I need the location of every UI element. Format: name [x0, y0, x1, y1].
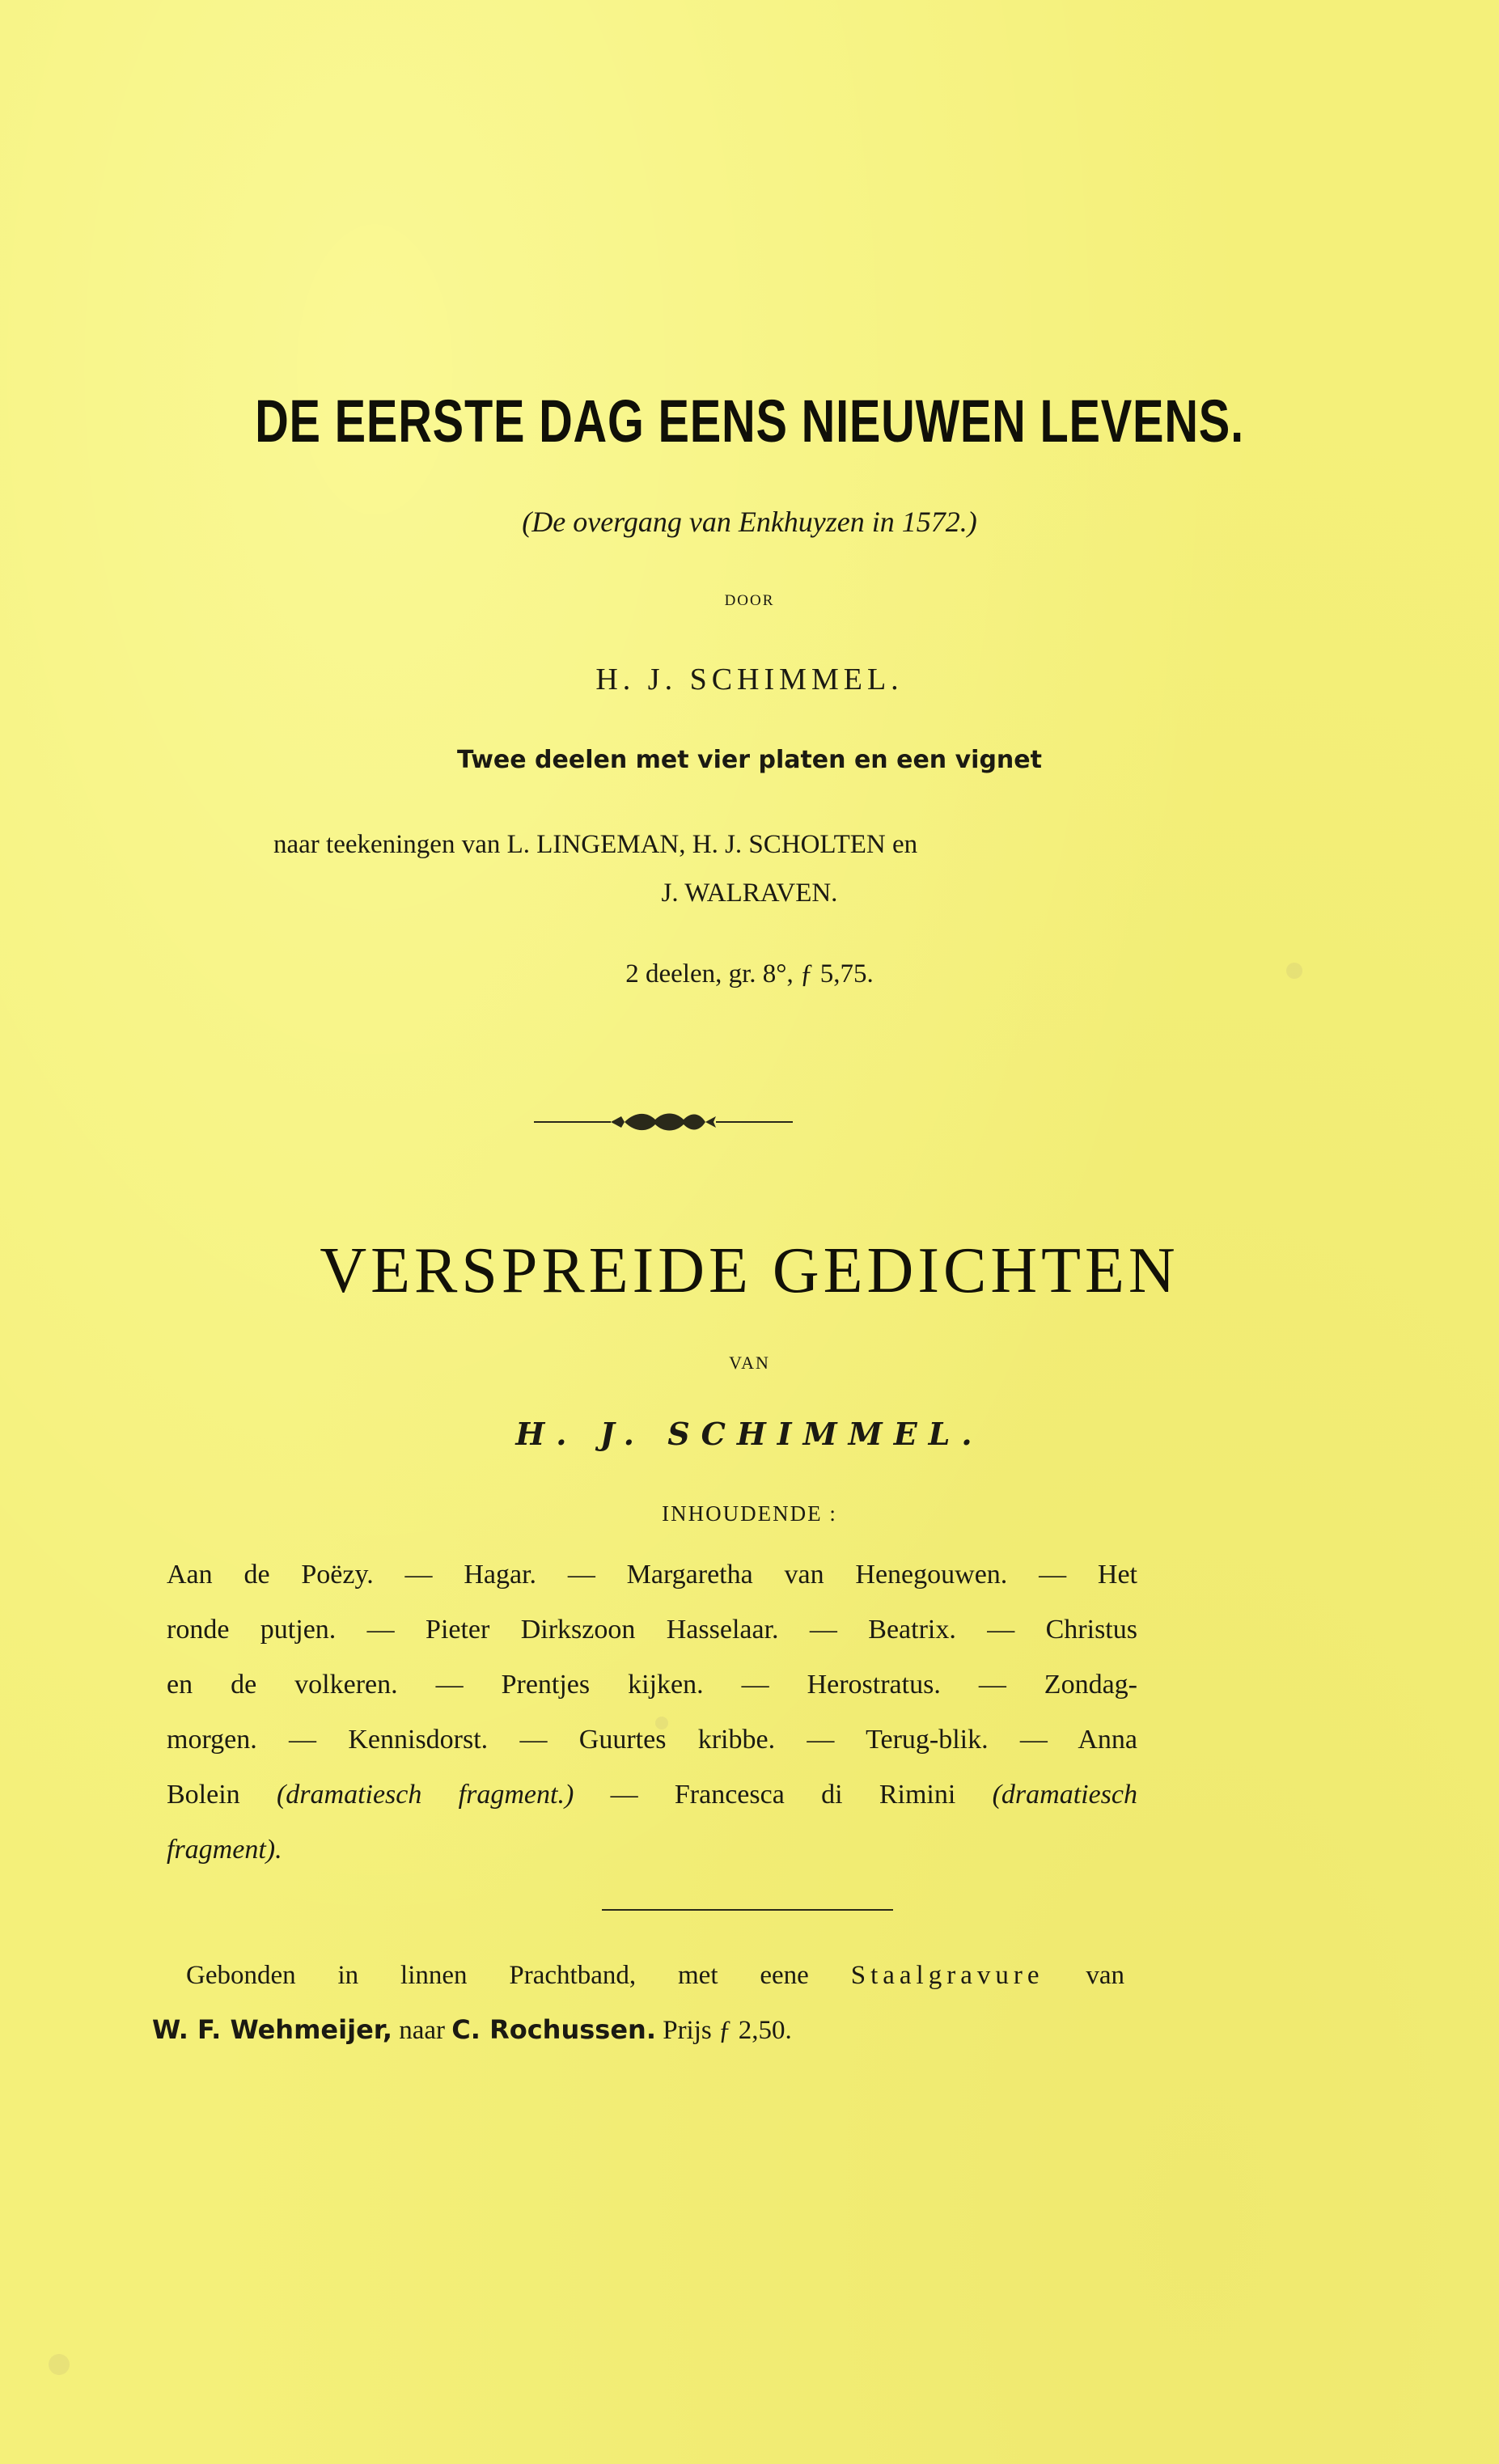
painter-name: C. Rochussen.	[451, 2014, 656, 2045]
contents-line	[167, 1780, 1137, 1810]
contents-item-bolein: Bolein	[167, 1780, 240, 1810]
book1-title: DE EERSTE DAG EENS NIEUWEN LEVENS.	[255, 387, 1244, 455]
binding-prefix: Gebonden in linnen Prachtband, met eene	[186, 1961, 809, 1990]
paper-stain	[49, 2354, 70, 2375]
book1-drawings: naar teekeningen van L. LINGEMAN, H. J. SCHOLTEN en	[273, 830, 918, 859]
after-label: naar	[399, 2016, 446, 2045]
contents-line: fragment).	[167, 1835, 282, 1865]
book1-subtitle: (De overgang van Enkhuyzen in 1572.)	[522, 506, 977, 538]
binding-engraving: Staalgravure	[850, 1961, 1044, 1990]
engraver-name: W. F. Wehmeijer,	[152, 2014, 392, 2045]
book2-contents-heading: INHOUDENDE :	[662, 1501, 837, 1526]
section-rule	[602, 1909, 893, 1911]
book1-price: 2 deelen, gr. 8°, ƒ 5,75.	[625, 959, 874, 989]
ornament-divider	[534, 1110, 793, 1134]
binding-suffix: van	[1086, 1961, 1125, 1990]
book2-author: H. J. SCHIMMEL.	[515, 1416, 984, 1452]
book2-price: Prijs ƒ 2,50.	[663, 2016, 792, 2045]
contents-line: Aan de Poëzy. — Hagar. — Margaretha van Henegouwen. — Het	[167, 1560, 1137, 1590]
book2-title: VERSPREIDE GEDICHTEN	[320, 1235, 1179, 1306]
book1-plates: Twee deelen met vier platen en een vignet	[457, 746, 1042, 774]
contents-item-francesca: — Francesca di Rimini	[610, 1780, 956, 1810]
book1-drawings-cont: J. WALRAVEN.	[661, 878, 838, 908]
contents-note: (dramatiesch fragment.)	[276, 1780, 574, 1810]
engraver-line	[152, 2014, 792, 2046]
book1-author: H. J. SCHIMMEL.	[595, 663, 904, 696]
binding-line	[186, 1961, 1124, 1991]
contents-line: en de volkeren. — Prentjes kijken. — Herostratus. — Zondag-	[167, 1670, 1137, 1700]
book1-by-label: DOOR	[724, 592, 775, 609]
contents-note: (dramatiesch	[992, 1780, 1138, 1810]
contents-line: ronde putjen. — Pieter Dirkszoon Hasselaar. — Beatrix. — Christus	[167, 1615, 1137, 1645]
contents-line: morgen. — Kennisdorst. — Guurtes kribbe. — Terug-blik. — Anna	[167, 1725, 1137, 1755]
book2-van-label: VAN	[729, 1353, 770, 1373]
